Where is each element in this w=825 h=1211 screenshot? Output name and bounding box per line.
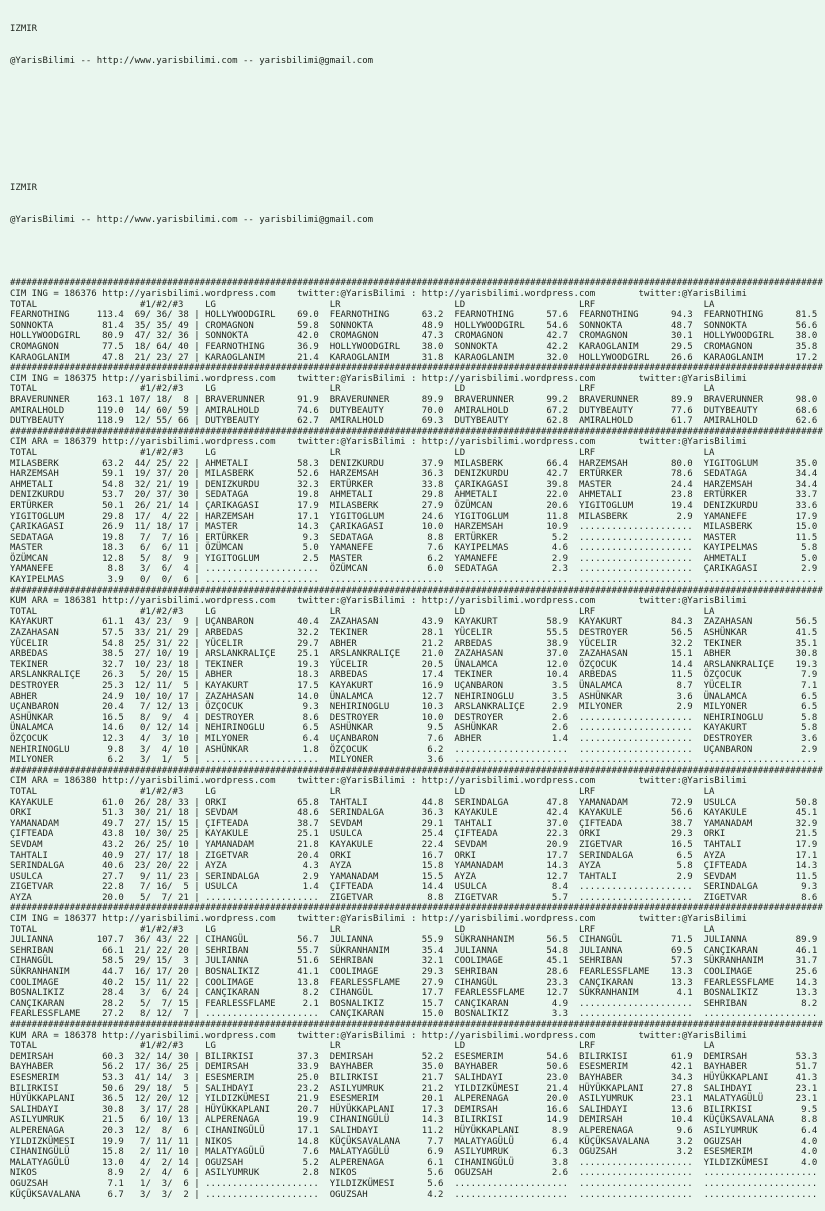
blank-line: [10, 88, 825, 99]
data-row: SEVDAM 43.2 26/ 25/ 10 | YAMANADAM 21.8 KAYAKULE 22.4 SEVDAM 20.9 ZIGETVAR 16.5 TAHTALI 17.9: [10, 839, 818, 850]
column-header-line: TOTAL #1/#2/#3 LG LR LD LRF LA: [10, 786, 715, 797]
separator-line: ######################################################################################################################################################: [10, 585, 823, 596]
data-row: COOLIMAGE 40.2 15/ 11/ 22 | COOLIMAGE 13.8 FEARLESSFLAME 27.9 CIHANGÜL 23.3 CANÇIKARAN 13.3 FEARLESSFLAME 14.3: [10, 977, 818, 988]
data-row: ABHER 24.9 10/ 10/ 17 | ZAZAHASAN 14.0 ÜNALAMCA 12.7 NEHIRINOGLU 3.5 ASHÜNKAR 3.6 ÜNALAMCA 6.5: [10, 691, 818, 702]
data-row: YAMANEFE 8.8 3/ 6/ 4 | ..................... ÖZÜMCAN 6.0 SEDATAGA 2.3 ..................... ÇARIKAGASI 2.9: [10, 564, 818, 575]
blank-line: [10, 120, 825, 131]
section-header: CIM ARA = 186380 http://yarisbilimi.wordpress.com twitter:@YarisBilimi : http://yarisbilimi.wordpress.com twitter:@YarisBilimi: [10, 776, 747, 787]
data-row: FEARLESSFLAME 27.2 8/ 12/ 7 | ..................... CANÇIKARAN 15.0 BOSNALIKIZ 3.3 ..................... .....................: [10, 1009, 818, 1020]
data-row: SEHRIBAN 66.1 21/ 22/ 20 | SEHRIBAN 55.7 SÜKRANHANIM 35.4 JULIANNA 54.8 JULIANNA 69.5 CANÇIKARAN 46.1: [10, 945, 818, 956]
data-row: YÜCELIR 54.8 25/ 31/ 22 | YÜCELIR 29.7 ABHER 21.2 ARBEDAS 38.9 YÜCELIR 32.2 TEKINER 35.1: [10, 638, 818, 649]
data-row: HOLLYWOODGIRL 80.9 47/ 32/ 36 | SONNOKTA 42.0 CROMAGNON 47.3 CROMAGNON 42.7 CROMAGNON 30.1 HOLLYWOODGIRL 38.0: [10, 331, 818, 342]
data-row: CROMAGNON 77.5 18/ 64/ 40 | FEARNOTHING 36.9 HOLLYWOODGIRL 38.0 SONNOKTA 42.2 KARAOGLANIM 29.5 CROMAGNON 35.8: [10, 342, 818, 352]
separator-line: ######################################################################################################################################################: [10, 903, 823, 914]
column-header-line: TOTAL #1/#2/#3 LG LR LD LRF LA: [10, 384, 715, 395]
separator-line: ######################################################################################################################################################: [10, 765, 823, 776]
data-row: MILYONER 6.2 3/ 1/ 5 | ..................... MILYONER 3.6 ..................... ..................... .....................: [10, 755, 818, 766]
data-row: YAMANADAM 49.7 27/ 15/ 15 | ÇIFTEADA 38.7 SEVDAM 29.1 TAHTALI 37.0 ÇIFTEADA 38.7 YAMANADAM 32.9: [10, 818, 818, 829]
column-header-line: TOTAL #1/#2/#3 LG LR LD LRF LA: [10, 606, 715, 617]
data-row: NIKOS 8.9 2/ 4/ 6 | ASILYUMRUK 2.8 NIKOS 5.6 OGUZSAH 2.6 ..................... .....................: [10, 1168, 818, 1179]
data-row: ÖZÜMCAN 12.8 5/ 8/ 9 | YIGITOGLUM 2.5 MASTER 6.2 YAMANEFE 2.9 ..................... AHMETALI 5.0: [10, 553, 818, 564]
data-row: HÜYÜKKAPLANI 36.5 12/ 20/ 12 | YILDIZKÜMESI 21.9 ESESMERIM 20.1 ALPERENAGA 20.0 ASILYUMRUK 23.1 MALATYAGÜLÜ 23.1: [10, 1094, 818, 1105]
data-row: ESESMERIM 53.3 41/ 14/ 3 | ESESMERIM 25.0 BILIRKISI 21.7 SALIHDAYI 23.0 BAYHABER 34.3 HÜYÜKKAPLANI 41.3: [10, 1072, 818, 1083]
data-row: ZIGETVAR 22.8 7/ 16/ 5 | USULCA 1.4 ÇIFTEADA 14.4 USULCA 8.4 ..................... SERINDALGA 9.3: [10, 882, 818, 893]
data-row: SALIHDAYI 30.8 3/ 17/ 28 | HÜYÜKKAPLANI 20.7 HÜYÜKKAPLANI 17.3 DEMIRSAH 16.6 SALIHDAYI 13.6 BILIRKISI 9.5: [10, 1104, 818, 1115]
data-row: ERTÜRKER 50.1 26/ 21/ 14 | ÇARIKAGASI 17.9 MILASBERK 27.9 ÖZÜMCAN 20.6 YIGITOGLUM 19.4 DENIZKURDU 33.6: [10, 500, 818, 511]
data-row: SERINDALGA 40.6 23/ 20/ 22 | AYZA 4.3 AYZA 15.8 YAMANADAM 14.3 AYZA 5.8 ÇIFTEADA 14.3: [10, 861, 818, 872]
section-header: CIM ING = 186375 http://yarisbilimi.wordpress.com twitter:@YarisBilimi : http://yarisbilimi.wordpress.com twitter:@YarisBilimi: [10, 373, 747, 384]
separator-line: ######################################################################################################################################################: [10, 363, 823, 374]
data-row: FEARNOTHING 113.4 69/ 36/ 38 | HOLLYWOODGIRL 69.0 FEARNOTHING 63.2 FEARNOTHING 57.6 FEARNOTHING 94.3 FEARNOTHING 81.5: [10, 310, 818, 321]
data-row: HARZEMSAH 59.1 19/ 37/ 20 | MILASBERK 52.6 HARZEMSAH 36.3 DENIZKURDU 42.7 ERTÜRKER 78.6 SEDATAGA 34.4: [10, 469, 818, 480]
data-row: ÜNALAMCA 14.6 0/ 12/ 14 | NEHIRINOGLU 6.5 ASHÜNKAR 9.5 ASHÜNKAR 2.6 ..................... KAYAKURT 5.8: [10, 723, 818, 734]
data-row: USULCA 27.7 9/ 11/ 23 | SERINDALGA 2.9 YAMANADAM 15.5 AYZA 12.7 TAHTALI 2.9 SEVDAM 11.5: [10, 871, 818, 882]
data-row: MILASBERK 63.2 44/ 25/ 22 | AHMETALI 58.3 DENIZKURDU 37.9 MILASBERK 66.4 HARZEMSAH 80.0 YIGITOGLUM 35.0: [10, 458, 818, 469]
preamble-city-repeat: IZMIR: [10, 183, 38, 194]
separator-line: ######################################################################################################################################################: [10, 426, 823, 437]
data-row: UÇANBARON 20.4 7/ 12/ 13 | ÖZÇOCUK 9.3 NEHIRINOGLU 10.3 ARSLANKRALIÇE 2.9 MILYONER 2.9 MILYONER 6.5: [10, 702, 818, 713]
sections-container: [10, 278, 825, 1200]
preamble-city: IZMIR: [10, 24, 38, 35]
data-row: CANÇIKARAN 28.2 5/ 7/ 15 | FEARLESSFLAME 2.1 BOSNALIKIZ 15.7 CANÇIKARAN 4.9 ..................... SEHRIBAN 8.2: [10, 998, 818, 1009]
data-row: ARSLANKRALIÇE 26.3 5/ 20/ 15 | ABHER 18.3 ARBEDAS 17.4 TEKINER 10.4 ARBEDAS 11.5 ÖZÇOCUK 7.9: [10, 670, 818, 681]
data-row: YIGITOGLUM 29.8 17/ 4/ 22 | HARZEMSAH 17.1 YIGITOGLUM 24.6 YIGITOGLUM 11.8 MILASBERK 2.9 YAMANEFE 17.9: [10, 511, 818, 522]
data-row: KAYAKULE 61.0 26/ 28/ 33 | ORKI 65.8 TAHTALI 44.8 SERINDALGA 47.8 YAMANADAM 72.9 USULCA 50.8: [10, 797, 818, 808]
data-row: JULIANNA 107.7 36/ 43/ 22 | CIHANGÜL 56.7 JULIANNA 55.9 SÜKRANHANIM 56.5 CIHANGÜL 71.5 JULIANNA 89.9: [10, 935, 818, 946]
section-header: CIM ING = 186377 http://yarisbilimi.wordpress.com twitter:@YarisBilimi : http://yarisbilimi.wordpress.com twitter:@YarisBilimi: [10, 914, 747, 925]
section-header: KUM ARA = 186378 http://yarisbilimi.wordpress.com twitter:@YarisBilimi : http://yarisbilimi.wordpress.com twitter:@YarisBilimi: [10, 1030, 747, 1041]
data-row: KÜÇÜKSAVALANA 6.7 3/ 3/ 2 | ..................... OGUZSAH 4.2 ..................... ..................... .....................: [10, 1189, 818, 1200]
data-row: NEHIRINOGLU 9.8 3/ 4/ 10 | ASHÜNKAR 1.8 ÖZÇOCUK 6.2 ..................... ..................... UÇANBARON 2.9: [10, 744, 818, 755]
data-row: CIHANINGÜLÜ 15.8 2/ 11/ 10 | MALATYAGÜLÜ 7.6 MALATYAGÜLÜ 6.9 ASILYUMRUK 6.3 OGUZSAH 3.2 ESESMERIM 4.0: [10, 1147, 818, 1158]
column-header-line: TOTAL #1/#2/#3 LG LR LD LRF LA: [10, 924, 715, 935]
data-row: MASTER 18.3 6/ 6/ 11 | ÖZÜMCAN 5.0 YAMANEFE 7.6 KAYIPELMAS 4.6 ..................... KAYIPELMAS 5.8: [10, 543, 818, 554]
data-row: YILDIZKÜMESI 19.9 7/ 11/ 11 | NIKOS 14.8 KÜÇÜKSAVALANA 7.7 MALATYAGÜLÜ 6.4 KÜÇÜKSAVALANA 3.2 OGUZSAH 4.0: [10, 1136, 818, 1147]
data-row: SONNOKTA 81.4 35/ 35/ 49 | CROMAGNON 59.8 SONNOKTA 48.9 HOLLYWOODGIRL 54.6 SONNOKTA 48.7 SONNOKTA 56.6: [10, 320, 818, 331]
data-row: BOSNALIKIZ 28.4 3/ 6/ 24 | CANÇIKARAN 8.2 CIHANGÜL 17.7 FEARLESSFLAME 12.7 SÜKRANHANIM 4.1 BOSNALIKIZ 13.3: [10, 988, 818, 999]
data-row: AMIRALHOLD 119.0 14/ 60/ 59 | AMIRALHOLD 74.6 DUTYBEAUTY 70.0 AMIRALHOLD 67.2 DUTYBEAUTY 77.6 DUTYBEAUTY 68.6: [10, 405, 818, 416]
data-row: KAYIPELMAS 3.9 0/ 0/ 6 | ..................... ..................... ..................... ..................... .....................: [10, 575, 818, 586]
data-row: ARBEDAS 38.5 27/ 10/ 19 | ARSLANKRALIÇE 25.1 ARSLANKRALIÇE 21.0 ZAZAHASAN 37.0 ZAZAHASAN 15.1 ABHER 30.8: [10, 649, 818, 660]
data-row: ÇARIKAGASI 26.9 11/ 18/ 17 | MASTER 14.3 ÇARIKAGASI 10.0 HARZEMSAH 10.9 ..................... MILASBERK 15.0: [10, 522, 818, 533]
blank-line: [10, 151, 825, 162]
data-row: MALATYAGÜLÜ 13.0 4/ 2/ 14 | OGUZSAH 5.2 ALPERENAGA 6.1 CIHANINGÜLÜ 3.8 ..................... YILDIZKÜMESI 4.0: [10, 1157, 818, 1168]
data-row: DENIZKURDU 53.7 20/ 37/ 30 | SEDATAGA 19.8 AHMETALI 29.8 AHMETALI 22.0 AHMETALI 23.8 ERTÜRKER 33.7: [10, 490, 818, 501]
data-row: CIHANGÜL 58.5 29/ 15/ 3 | JULIANNA 51.6 SEHRIBAN 32.1 COOLIMAGE 45.1 SEHRIBAN 57.3 SÜKRANHANIM 31.7: [10, 956, 818, 967]
column-header-line: TOTAL #1/#2/#3 LG LR LD LRF LA: [10, 1041, 715, 1052]
data-row: DESTROYER 25.3 12/ 11/ 5 | KAYAKURT 17.5 KAYAKURT 16.9 UÇANBARON 3.5 ÜNALAMCA 8.7 YÜCELIR 7.1: [10, 681, 818, 691]
data-row: ZAZAHASAN 57.5 33/ 21/ 29 | ARBEDAS 32.2 TEKINER 28.1 YÜCELIR 55.5 DESTROYER 56.5 ASHÜNKAR 41.5: [10, 628, 818, 639]
data-row: SEDATAGA 19.8 7/ 7/ 16 | ERTÜRKER 9.3 SEDATAGA 8.8 ERTÜRKER 5.2 ..................... MASTER 11.5: [10, 532, 818, 543]
separator-line: ######################################################################################################################################################: [10, 278, 823, 289]
section-header: CIM ING = 186376 http://yarisbilimi.wordpress.com twitter:@YarisBilimi : http://yarisbilimi.wordpress.com twitter:@YarisBilimi: [10, 289, 747, 300]
data-row: BILIRKISI 50.6 29/ 18/ 5 | SALIHDAYI 23.2 ASILYUMRUK 21.2 YILDIZKÜMESI 21.4 HÜYÜKKAPLANI 27.8 SALIHDAYI 23.1: [10, 1083, 818, 1094]
data-row: TEKINER 32.7 10/ 23/ 18 | TEKINER 19.3 YÜCELIR 20.5 ÜNALAMCA 12.0 ÖZÇOCUK 14.4 ARSLANKRALIÇE 19.3: [10, 659, 818, 670]
data-row: ÖZÇOCUK 12.3 4/ 3/ 10 | MILYONER 6.4 UÇANBARON 7.6 ABHER 1.4 ..................... DESTROYER 3.6: [10, 733, 818, 744]
data-row: ORKI 51.3 30/ 21/ 18 | SEVDAM 48.6 SERINDALGA 36.3 KAYAKULE 42.4 KAYAKULE 56.6 KAYAKULE 45.1: [10, 808, 818, 819]
separator-line: ######################################################################################################################################################: [10, 1020, 823, 1030]
data-row: ASHÜNKAR 16.5 8/ 9/ 4 | DESTROYER 8.6 DESTROYER 10.0 DESTROYER 2.6 ..................... NEHIRINOGLU 5.8: [10, 712, 818, 723]
data-row: KARAOGLANIM 47.8 21/ 23/ 27 | KARAOGLANIM 21.4 KARAOGLANIM 31.8 KARAOGLANIM 32.0 HOLLYWOODGIRL 26.6 KARAOGLANIM 17.2: [10, 352, 818, 363]
data-row: OGUZSAH 7.1 1/ 3/ 6 | ..................... YILDIZKÜMESI 5.6 ..................... ..................... .....................: [10, 1178, 818, 1189]
data-row: ÇIFTEADA 43.8 10/ 30/ 25 | KAYAKULE 25.1 USULCA 25.4 ÇIFTEADA 22.3 ORKI 29.3 ORKI 21.5: [10, 829, 818, 840]
section-header: KUM ARA = 186381 http://yarisbilimi.wordpress.com twitter:@YarisBilimi : http://yarisbilimi.wordpress.com twitter:@YarisBilimi: [10, 596, 747, 607]
data-row: ASILYUMRUK 21.5 6/ 10/ 13 | ALPERENAGA 19.9 CIHANINGÜLÜ 14.3 BILIRKISI 14.9 DEMIRSAH 10.4 KÜÇÜKSAVALANA 8.8: [10, 1115, 818, 1126]
column-header-line: TOTAL #1/#2/#3 LG LR LD LRF LA: [10, 299, 715, 310]
column-header-line: TOTAL #1/#2/#3 LG LR LD LRF LA: [10, 447, 715, 458]
data-row: ALPERENAGA 20.3 12/ 8/ 6 | CIHANINGÜLÜ 17.1 SALIHDAYI 11.2 HÜYÜKKAPLANI 8.9 ALPERENAGA 9.6 ASILYUMRUK 6.4: [10, 1125, 818, 1136]
data-row: KAYAKURT 61.1 43/ 23/ 9 | UÇANBARON 40.4 ZAZAHASAN 43.9 KAYAKURT 58.9 KAYAKURT 84.3 ZAZAHASAN 56.5: [10, 617, 818, 628]
preamble-credit-repeat: @YarisBilimi -- http://www.yarisbilimi.com -- yarisbilimi@gmail.com: [10, 214, 374, 225]
blank-line: [10, 247, 825, 258]
data-row: DUTYBEAUTY 118.9 12/ 55/ 66 | DUTYBEAUTY 62.7 AMIRALHOLD 69.3 DUTYBEAUTY 62.8 AMIRALHOLD 61.7 AMIRALHOLD 62.6: [10, 416, 818, 427]
preamble-credit: @YarisBilimi -- http://www.yarisbilimi.com -- yarisbilimi@gmail.com: [10, 55, 374, 66]
data-row: BRAVERUNNER 163.1 107/ 18/ 8 | BRAVERUNNER 91.9 BRAVERUNNER 89.9 BRAVERUNNER 99.2 BRAVERUNNER 89.9 BRAVERUNNER 98.0: [10, 394, 818, 405]
section-header: CIM ARA = 186379 http://yarisbilimi.wordpress.com twitter:@YarisBilimi : http://yarisbilimi.wordpress.com twitter:@YarisBilimi: [10, 437, 747, 448]
data-row: BAYHABER 56.2 17/ 36/ 25 | DEMIRSAH 33.9 BAYHABER 35.0 BAYHABER 50.6 ESESMERIM 42.1 BAYHABER 51.7: [10, 1062, 818, 1073]
data-row: DEMIRSAH 60.3 32/ 14/ 30 | BILIRKISI 37.3 DEMIRSAH 52.2 ESESMERIM 54.6 BILIRKISI 61.9 DEMIRSAH 53.3: [10, 1051, 818, 1062]
data-row: SÜKRANHANIM 44.7 16/ 17/ 20 | BOSNALIKIZ 41.1 COOLIMAGE 29.3 SEHRIBAN 28.6 FEARLESSFLAME 13.3 COOLIMAGE 25.6: [10, 967, 818, 978]
data-row: TAHTALI 40.9 27/ 17/ 18 | ZIGETVAR 20.4 ORKI 16.7 ORKI 17.7 SERINDALGA 6.5 AYZA 17.1: [10, 850, 818, 861]
data-row: AYZA 20.0 5/ 7/ 21 | ..................... ZIGETVAR 8.8 ZIGETVAR 5.7 ..................... ZIGETVAR 8.6: [10, 892, 818, 903]
data-row: AHMETALI 54.8 32/ 21/ 19 | DENIZKURDU 32.3 ERTÜRKER 33.8 ÇARIKAGASI 39.8 MASTER 24.4 HARZEMSAH 34.4: [10, 479, 818, 490]
